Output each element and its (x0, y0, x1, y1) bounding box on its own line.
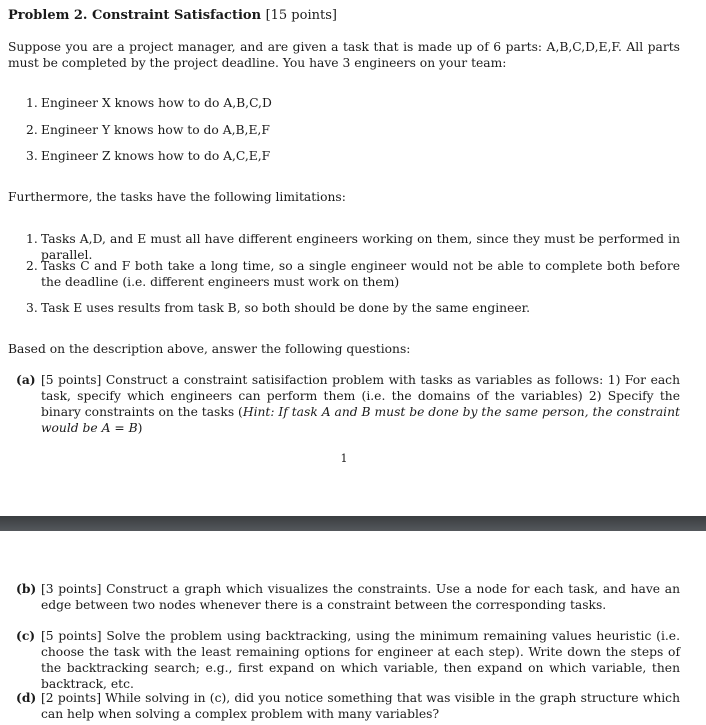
question-a-close: ) (137, 421, 143, 435)
engineer-item (26, 148, 680, 164)
engineer-item (26, 122, 680, 138)
question-a-body: [5 points] Construct a constraint satisifaction problem with tasks as variables as follows: 1) For each task, specify which engineers can perform them (i.e. the domains of the variables) 2) Specify the binary constraints on the tasks ( (41, 373, 680, 419)
intro-paragraph: Suppose you are a project manager, and are given a task that is made up of 6 parts: A,B,C,D,E,F. All parts must be completed by the project deadline. You have 3 engineers on your team: (8, 40, 680, 70)
question-b (16, 581, 680, 613)
problem-title-text: Problem 2. Constraint Satisfaction (8, 8, 262, 23)
question-text: [3 points] Construct a graph which visualizes the constraints. Use a node for each task, and have an edge between two nodes whenever there is a constraint between the corresponding tasks. (41, 582, 680, 612)
question-text: [5 points] Solve the problem using backtracking, using the minimum remaining values heuristic (i.e. choose the task with the least remaining options for engineer at each step). Write down the steps of the backtracking search; e.g., first expand on which variable, then expand on which variable, then backtrack, etc. (41, 629, 680, 691)
limitation-item (26, 258, 680, 290)
questions-intro: Based on the description above, answer the following questions: (8, 342, 411, 356)
question-text (41, 372, 680, 436)
limitation-item (26, 300, 680, 316)
question-c (16, 628, 680, 692)
problem-points: [15 points] (265, 8, 337, 23)
page-number: 1 (340, 452, 348, 465)
list-text: Tasks A,D, and E must all have different engineers working on them, since they must be performed in parallel. (41, 232, 680, 262)
engineer-item (26, 95, 680, 111)
question-label: (b) (16, 581, 37, 596)
limitations-intro: Furthermore, the tasks have the following limitations: (8, 190, 346, 204)
question-text: [2 points] While solving in (c), did you notice something that was visible in the graph structure which can help when solving a complex problem with many variables? (41, 691, 680, 721)
list-number: 2. (26, 259, 38, 273)
question-d (16, 690, 680, 722)
list-text: Engineer Y knows how to do A,B,E,F (41, 123, 270, 137)
page-2 (0, 531, 706, 725)
list-number: 1. (26, 232, 38, 246)
question-a (16, 372, 680, 436)
question-a-hint: Hint: If task A and B must be done by the same person, the constraint would be A = B (41, 405, 680, 435)
list-number: 1. (26, 96, 38, 110)
list-text: Task E uses results from task B, so both should be done by the same engineer. (41, 301, 531, 315)
list-text: Engineer Z knows how to do A,C,E,F (41, 149, 271, 163)
list-number: 3. (26, 301, 38, 315)
question-label: (d) (16, 690, 37, 705)
list-number: 3. (26, 149, 38, 163)
problem-title (8, 8, 337, 24)
list-number: 2. (26, 123, 38, 137)
list-text: Tasks C and F both take a long time, so a single engineer would not be able to complete both before the deadline (i.e. different engineers must work on them) (41, 259, 680, 289)
list-text: Engineer X knows how to do A,B,C,D (41, 96, 272, 110)
question-label: (a) (16, 372, 36, 387)
question-label: (c) (16, 628, 36, 643)
page-divider (0, 516, 706, 531)
